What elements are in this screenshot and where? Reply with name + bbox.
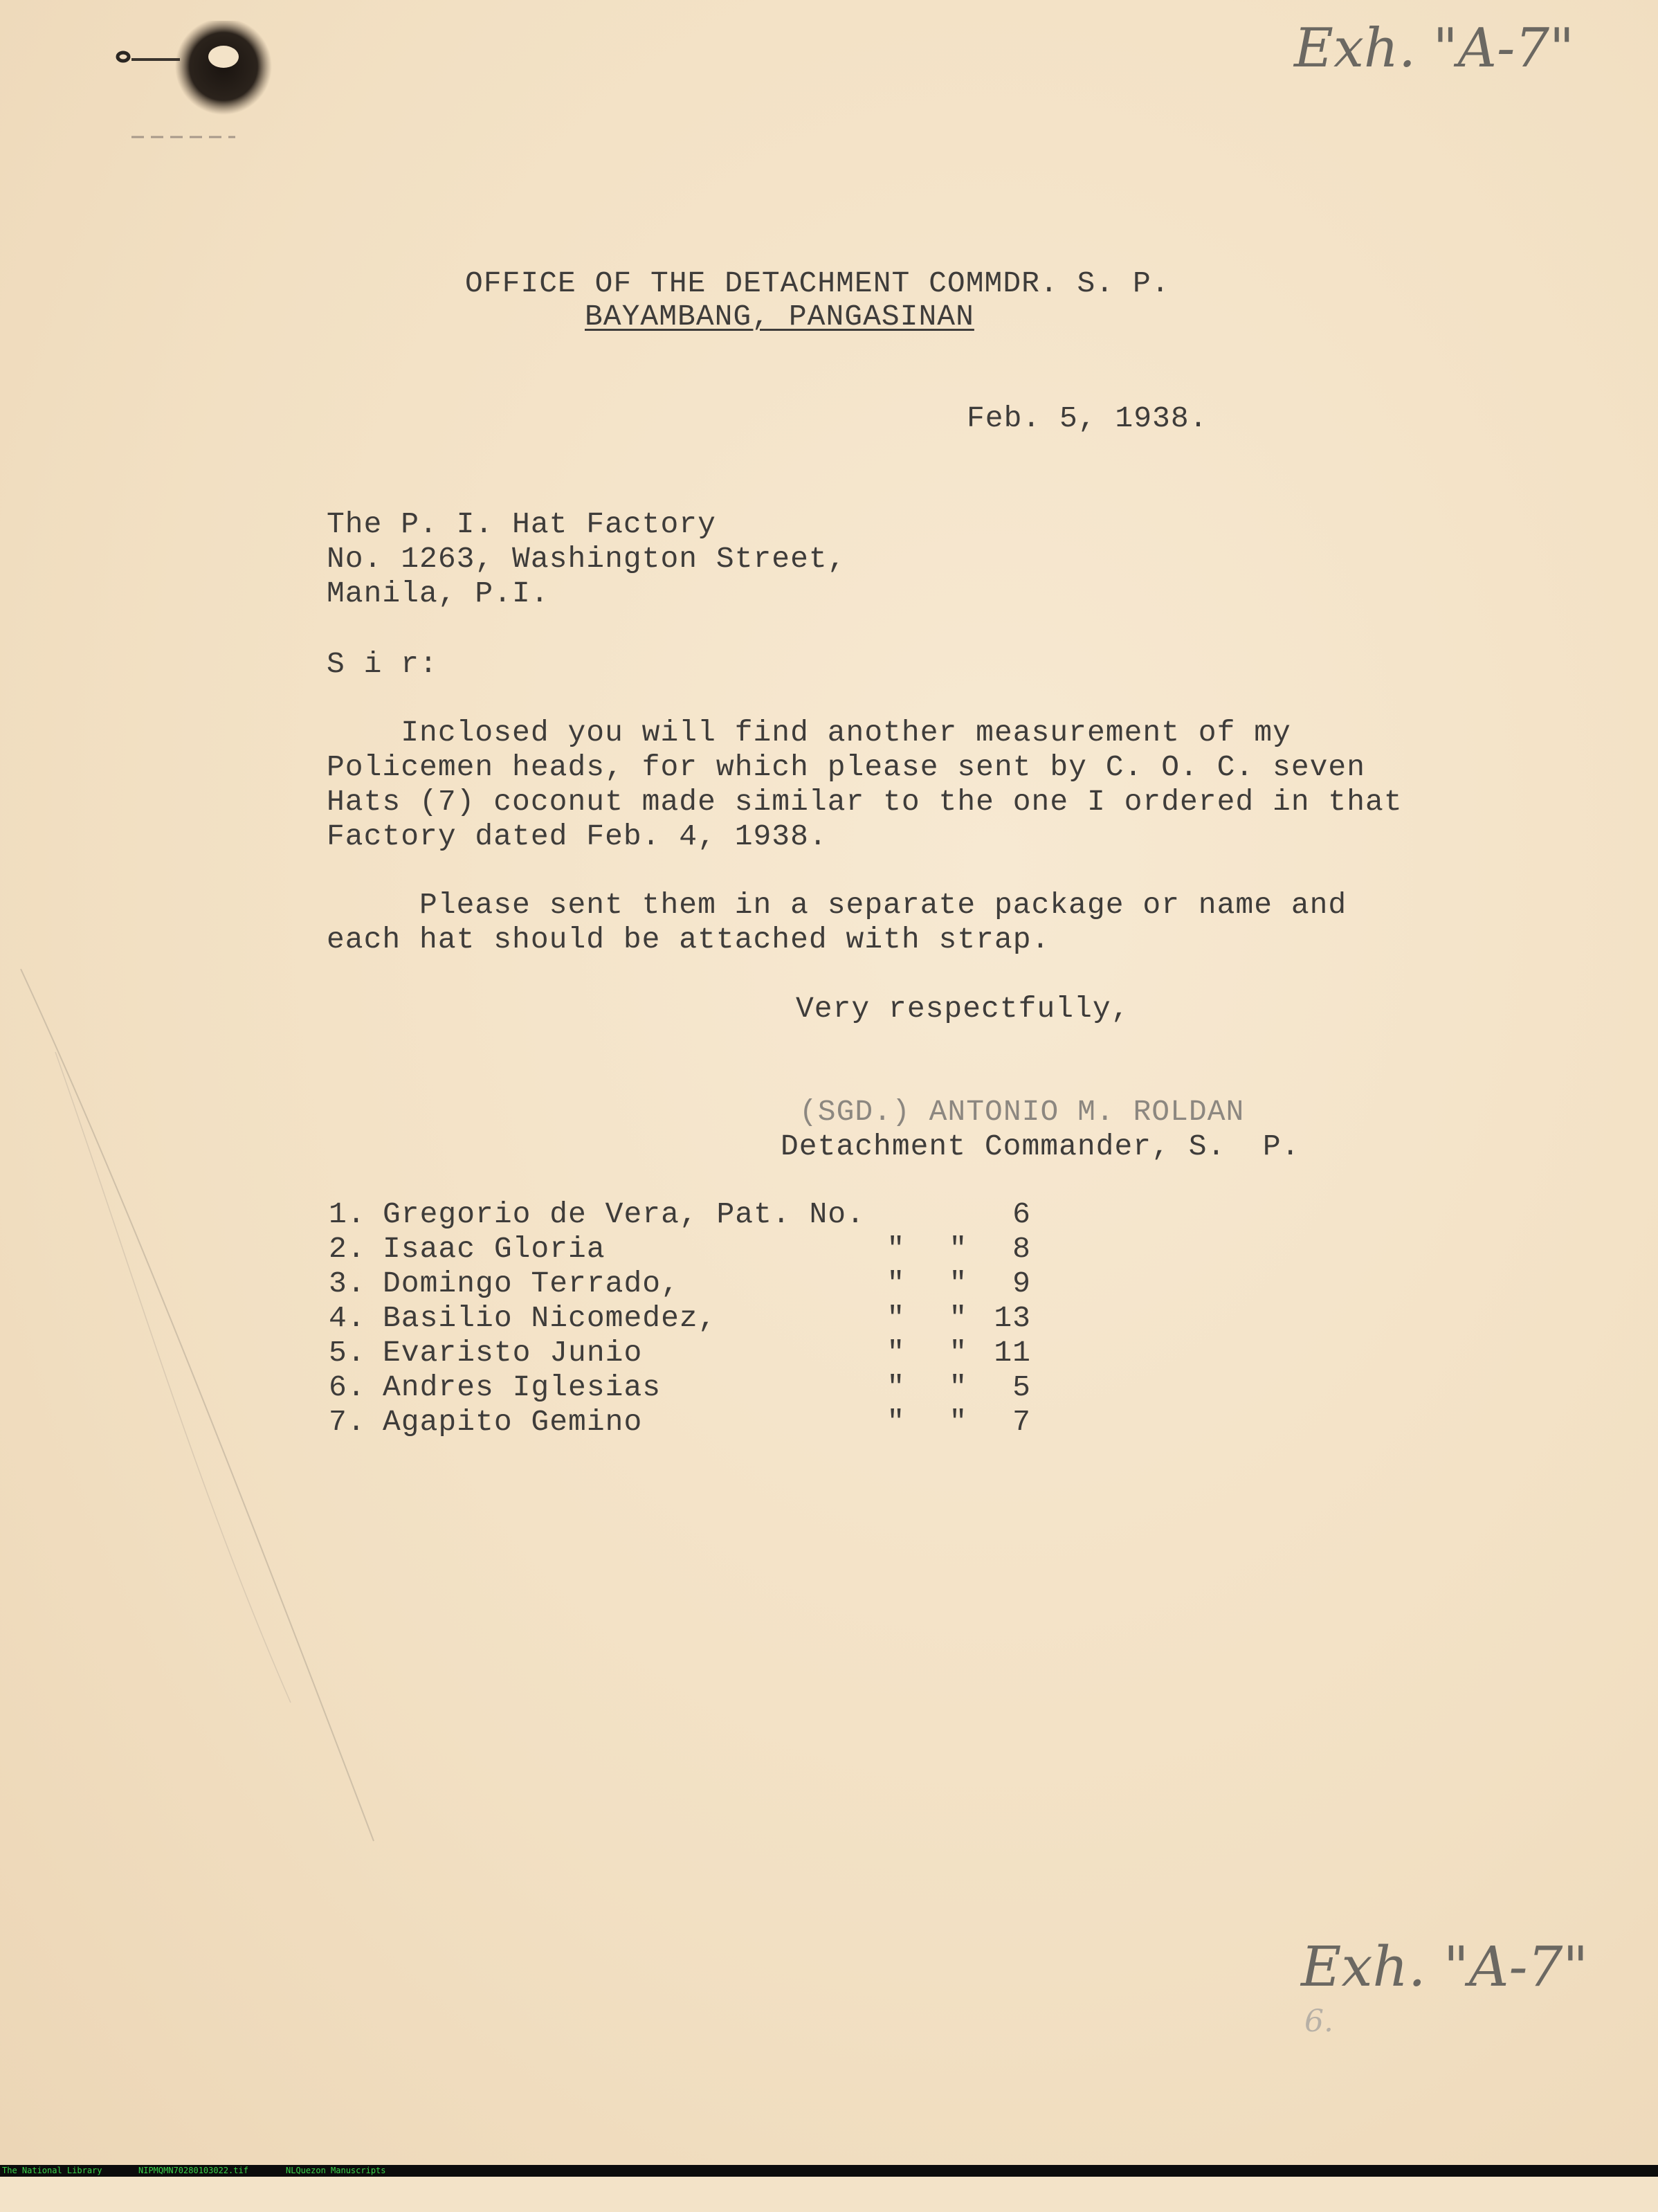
letterhead-location: BAYAMBANG, PANGASINAN (585, 300, 974, 334)
roster-cell-n: 5. (329, 1336, 366, 1370)
exhibit-mark-bottom-sub: 6. (1304, 2004, 1333, 2039)
body-p1-line-2: Policemen heads, for which please sent by C. O. C. seven (327, 750, 1366, 784)
roster-cell-n: 3. (329, 1267, 366, 1300)
letter-date: Feb. 5, 1938. (967, 401, 1208, 435)
roster-cell-name: Evaristo Junio (383, 1336, 643, 1370)
signature-name: (SGD.) ANTONIO M. ROLDAN (799, 1095, 1245, 1129)
roster-cell-d1: " (886, 1370, 906, 1404)
roster-cell-n: 6. (329, 1370, 366, 1404)
roster-row (329, 1370, 1031, 1405)
policemen-roster (329, 1197, 1031, 1440)
roster-row (329, 1197, 1031, 1232)
body-p2-line-2: each hat should be attached with strap. (327, 923, 1050, 957)
address-line-2: No. 1263, Washington Street, (327, 542, 846, 576)
roster-cell-name: Andres Iglesias (383, 1370, 662, 1404)
roster-cell-n: 2. (329, 1232, 366, 1266)
footer-library: The National Library (2, 2166, 102, 2175)
roster-cell-num: 7 (1012, 1405, 1031, 1439)
footer-collection: NLQuezon Manuscripts (286, 2166, 386, 2175)
roster-cell-name: Domingo Terrado, (383, 1267, 680, 1300)
roster-cell-d2: " (949, 1232, 968, 1266)
roster-row (329, 1336, 1031, 1370)
roster-cell-n: 1. (329, 1197, 366, 1231)
punch-hole-mark (104, 21, 284, 152)
body-p1-line-4: Factory dated Feb. 4, 1938. (327, 819, 828, 853)
roster-cell-d1: " (886, 1405, 906, 1439)
roster-cell-d1: " (886, 1336, 906, 1370)
roster-cell-d2: " (949, 1336, 968, 1370)
roster-cell-name: Basilio Nicomedez, (383, 1301, 717, 1335)
roster-row (329, 1267, 1031, 1301)
roster-cell-num: 13 (994, 1301, 1031, 1335)
pencil-stroke-mark (14, 955, 401, 1855)
letterhead-office: OFFICE OF THE DETACHMENT COMMDR. S. P. (465, 266, 1170, 300)
roster-cell-d2: " (949, 1267, 968, 1300)
roster-cell-d1: " (886, 1301, 906, 1335)
roster-cell-name: Agapito Gemino (383, 1405, 643, 1439)
roster-cell-d2: " (949, 1405, 968, 1439)
address-line-3: Manila, P.I. (327, 577, 549, 610)
address-line-1: The P. I. Hat Factory (327, 507, 716, 541)
roster-cell-name: Gregorio de Vera, Pat. No. (383, 1197, 865, 1231)
roster-row (329, 1405, 1031, 1440)
body-p2-line-1: Please sent them in a separate package or name and (327, 888, 1347, 922)
roster-cell-n: 4. (329, 1301, 366, 1335)
body-p1-line-1: Inclosed you will find another measurement of my (327, 716, 1291, 750)
closing: Very respectfully, (796, 992, 1130, 1026)
roster-cell-n: 7. (329, 1405, 366, 1439)
roster-cell-name: Isaac Gloria (383, 1232, 605, 1266)
exhibit-mark-bottom: Exh. "A-7" (1301, 1934, 1589, 1999)
roster-cell-d2: " (949, 1301, 968, 1335)
roster-cell-num: 5 (1012, 1370, 1031, 1404)
roster-cell-num: 8 (1012, 1232, 1031, 1266)
roster-cell-d1: " (886, 1232, 906, 1266)
footer-filename: NIPMQMN70280103022.tif (138, 2166, 248, 2175)
scan-footer (0, 2165, 1658, 2177)
body-p1-line-3: Hats (7) coconut made similar to the one I ordered in that (327, 785, 1403, 819)
signature-title: Detachment Commander, S. P. (781, 1130, 1300, 1163)
roster-row (329, 1232, 1031, 1267)
exhibit-mark-top: Exh. "A-7" (1294, 17, 1574, 80)
roster-cell-d1 (865, 1197, 927, 1232)
roster-row (329, 1301, 1031, 1336)
roster-cell-num: 11 (994, 1336, 1031, 1370)
roster-cell-num: 6 (1012, 1197, 1031, 1231)
roster-cell-d2 (927, 1197, 990, 1232)
roster-cell-d1: " (886, 1267, 906, 1300)
roster-cell-d2: " (949, 1370, 968, 1404)
roster-cell-num: 9 (1012, 1267, 1031, 1300)
salutation: S i r: (327, 647, 438, 681)
